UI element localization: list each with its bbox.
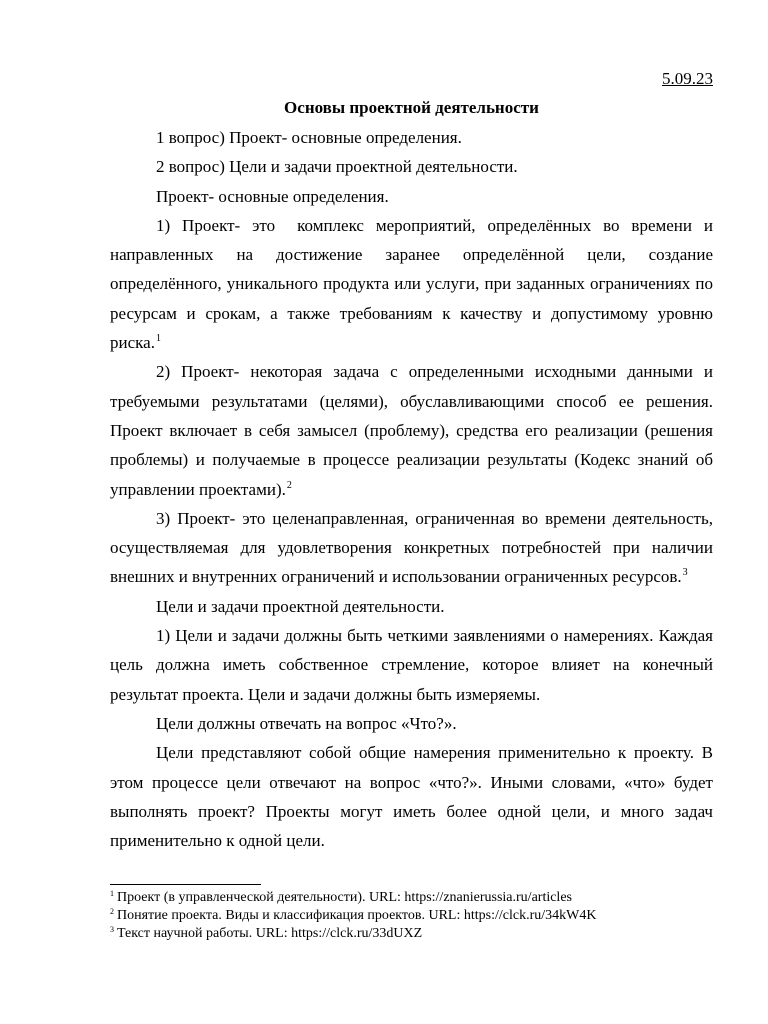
document-date: 5.09.23 xyxy=(662,69,713,88)
section-1-heading: Проект- основные определения. xyxy=(156,186,389,206)
footnote-mark-1: 1 xyxy=(110,889,114,898)
goals-paragraph-3: Цели представляют собой общие намерения применительно к проекту. В этом процессе цели отвечают на вопрос «что?». Иными словами, «что» будет выполнять проект? Проекты могут иметь более одной цели, и много задач применительно к одной цели. xyxy=(110,743,713,851)
footnote-mark-2: 2 xyxy=(110,907,114,916)
footnote-text-3: Текст научной работы. URL: https://clck.ru/33dUXZ xyxy=(117,926,423,941)
definition-2 xyxy=(110,357,713,503)
footnotes xyxy=(110,889,713,943)
footnote-3 xyxy=(110,925,713,943)
section-2-heading: Цели и задачи проектной деятельности. xyxy=(156,596,445,616)
question-2: 2 вопрос) Цели и задачи проектной деятельности. xyxy=(156,157,518,177)
goals-paragraph-2: Цели должны отвечать на вопрос «Что?». xyxy=(156,713,457,733)
definition-1 xyxy=(110,211,713,357)
definition-2-text: 2) Проект- некоторая задача с определенными исходными данными и требуемыми результатами (целями), обуславливающими способ ее решения. Проект включает в себя замысел (проблему), средства его реализации (решения проблемы) и получаемые в процессе реализации результаты (Кодекс знаний об управлении проектами). xyxy=(110,362,713,499)
footnote-mark-3: 3 xyxy=(110,925,114,934)
footnote-ref-1[interactable]: 1 xyxy=(155,333,161,345)
footnote-2 xyxy=(110,907,713,925)
footnote-text-2: Понятие проекта. Виды и классификация проектов. URL: https://clck.ru/34kW4K xyxy=(117,908,597,923)
goals-paragraph-1: 1) Цели и задачи должны быть четкими заявлениями о намерениях. Каждая цель должна иметь собственное стремление, которое влияет на конечный результат проекта. Цели и задачи должны быть измеряемы. xyxy=(110,626,713,704)
definition-3-text: 3) Проект- это целенаправленная, ограниченная во времени деятельность, осуществляемая для удовлетворения конкретных потребностей при наличии внешних и внутренних ограничений и использовании ограниченных ресурсов. xyxy=(110,508,713,587)
footnote-ref-2[interactable]: 2 xyxy=(286,479,292,491)
definition-3 xyxy=(110,504,713,592)
document-title: Основы проектной деятельности xyxy=(284,98,539,117)
footnote-text-1: Проект (в управленческой деятельности). URL: https://znanierussia.ru/articles xyxy=(117,890,572,905)
question-1: 1 вопрос) Проект- основные определения. xyxy=(156,128,462,147)
footnote-separator xyxy=(110,884,261,885)
footnote-ref-3[interactable]: 3 xyxy=(682,567,688,579)
footnote-1 xyxy=(110,889,713,907)
definition-1-text: комплекс мероприятий, определённых во времени и направленных на достижение заранее определённой цели, создание определённого, уникального продукта или услуги, при заданных ограничениях по ресурсам и срокам, а также требованиям к качеству и допустимому уровню риска. xyxy=(110,215,713,353)
definition-1-lead: 1) Проект- это xyxy=(156,215,276,235)
document-body xyxy=(110,123,713,855)
document-page xyxy=(110,0,713,1024)
